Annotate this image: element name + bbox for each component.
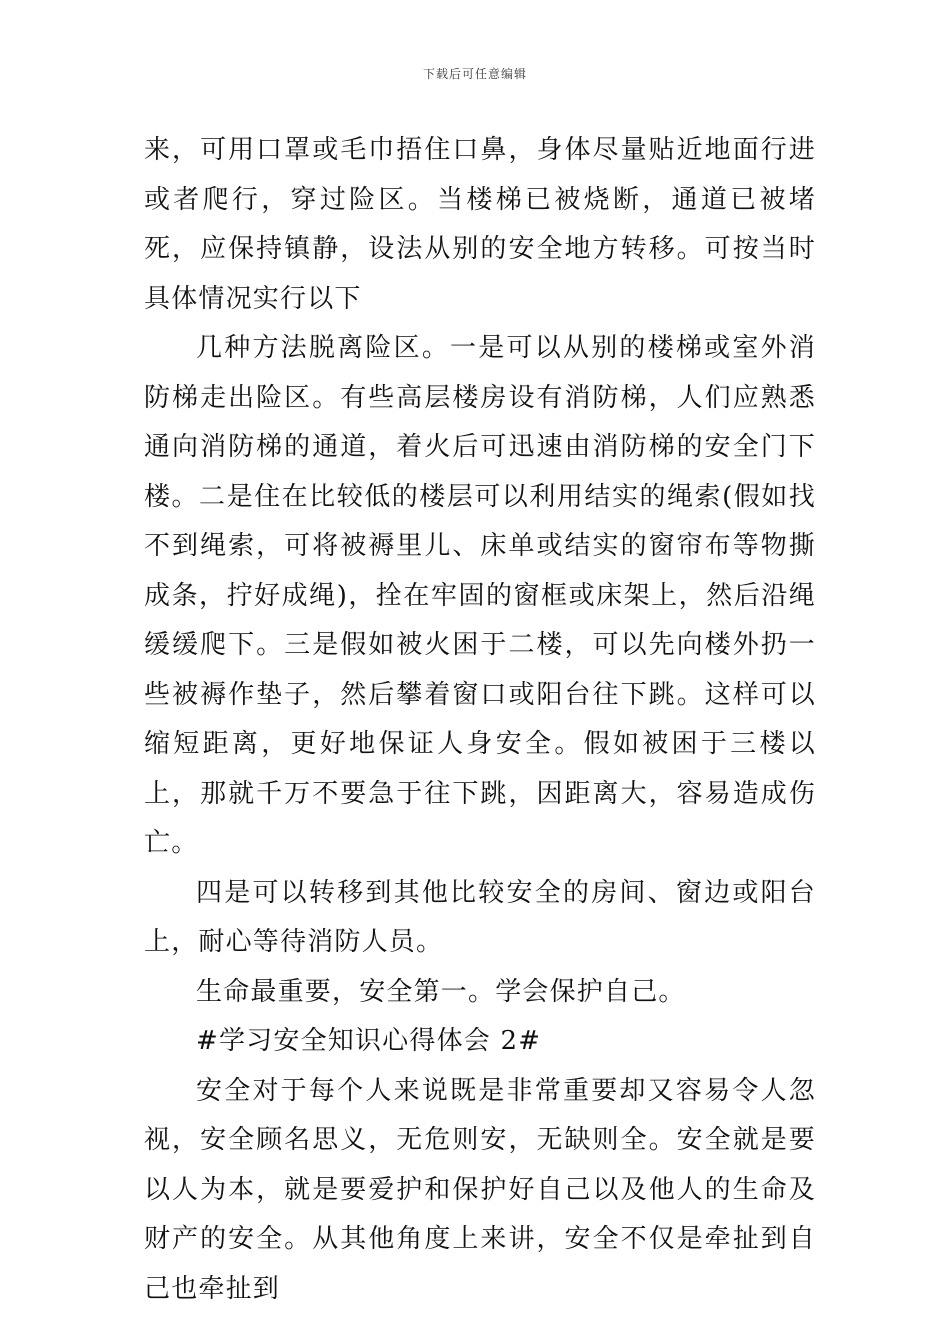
- document-body: [144, 126, 816, 1314]
- page-header: 下载后可任意编辑: [422, 67, 527, 81]
- paragraph-1: 来，可用口罩或毛巾捂住口鼻，身体尽量贴近地面行进或者爬行，穿过险区。当楼梯已被烧断，通道已被堵死，应保持镇静，设法从别的安全地方转移。可按当时具体情况实行以下: [144, 135, 816, 314]
- paragraph-4: 生命最重要，安全第一。学会保护自己。: [196, 976, 686, 1007]
- paragraph-2: 几种方法脱离险区。一是可以从别的楼梯或室外消防梯走出险区。有些高层楼房设有消防梯，人们应熟悉通向消防梯的通道，着火后可迅速由消防梯的安全门下楼。二是住在比较低的楼层可以利用结实的绳索(假如找不到绳索，可将被褥里儿、床单或结实的窗帘布等物撕成条，拧好成绳)，拴在牢固的窗框或床架上，然后沿绳缓缓爬下。三是假如被火困于二楼，可以先向楼外扔一些被褥作垫子，然后攀着窗口或阳台往下跳。这样可以缩短距离，更好地保证人身安全。假如被困于三楼以上，那就千万不要急于往下跳，因距离大，容易造成伤亡。: [144, 333, 816, 858]
- paragraph-5: 安全对于每个人来说既是非常重要却又容易令人忽视，安全顾名思义，无危则安，无缺则全。安全就是要以人为本，就是要爱护和保护好自己以及他人的生命及财产的安全。从其他角度上来讲，安全不仅是牵扯到自己也牵扯到: [144, 1075, 816, 1304]
- section-heading: #学习安全知识心得体会 2#: [196, 1026, 542, 1056]
- paragraph-3: 四是可以转移到其他比较安全的房间、窗边或阳台上，耐心等待消防人员。: [144, 877, 816, 957]
